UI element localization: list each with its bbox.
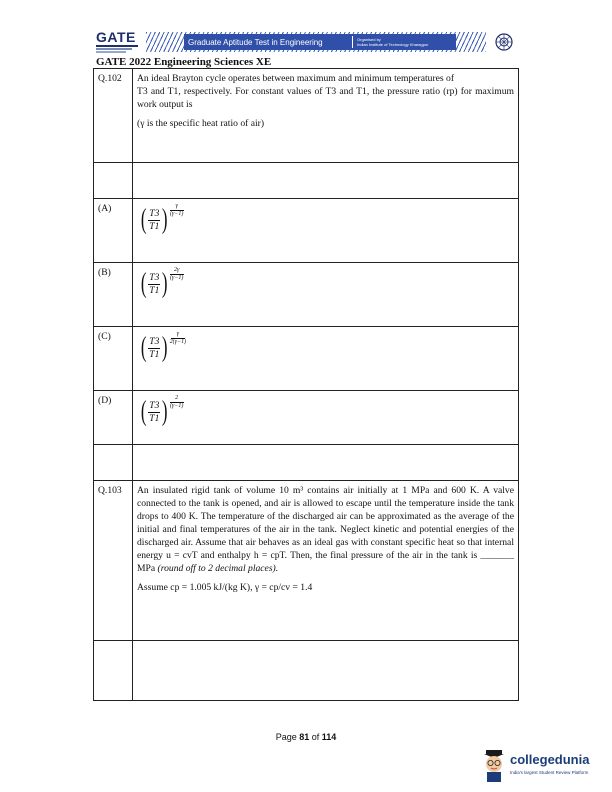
option-row — [94, 327, 519, 391]
option-label: (B) — [94, 263, 133, 327]
banner-title-box — [184, 34, 456, 50]
table-row — [94, 445, 519, 481]
question-text: An insulated rigid tank of volume 10 m³ contains air initially at 1 MPa and 600 K. A valve connected to the tank is opened, and air is allowed to escape until the temperature inside the tank drops to 400 K. The temperature of the discharged air can be approximated as the average of the initial and final temperatures of the air in the tank. Neglect kinetic and potential energies of the discharged air. Assume that air behaves as an ideal gas with constant specific heat so that internal energy u = cvT and enthalpy h = cpT. Then, the final pressure of the air in the tank is _______ MPa (round off to 2 decimal places). Assume cp = 1.005 kJ/(kg K), γ = cp/cv = 1.4 — [133, 481, 519, 641]
page-number: Page 81 of 114 — [275, 732, 337, 742]
option-formula: ( $\frac{T3}{T1}$ ) 2 (γ−1) — [140, 394, 184, 427]
gate-logo-text: GATE — [96, 29, 136, 45]
table-row — [94, 69, 519, 163]
page-title: GATE 2022 Engineering Sciences XE — [96, 56, 272, 68]
banner-title: Graduate Aptitude Test in Engineering — [188, 37, 323, 47]
question-number: Q.102 — [94, 69, 133, 163]
question-note: (γ is the specific heat ratio of air) — [137, 118, 265, 129]
option-formula: ( $\frac{T3}{T1}$ ) γ (γ−1) — [140, 202, 184, 235]
option-label: (D) — [94, 391, 133, 445]
table-row — [94, 481, 519, 641]
gate-logo — [96, 30, 146, 56]
header-banner — [96, 30, 516, 56]
organiser-text: Organised by Indian Institute of Technology Kharagpur — [357, 37, 429, 47]
option-row — [94, 391, 519, 445]
table-row — [94, 163, 519, 199]
mascot-icon — [480, 748, 508, 784]
brand-tagline: India's largest Student Review Platform — [510, 770, 589, 775]
option-formula: ( $\frac{T3}{T1}$ ) 2γ (γ−1) — [140, 266, 184, 299]
option-row — [94, 263, 519, 327]
option-label: (C) — [94, 327, 133, 391]
question-text: An ideal Brayton cycle operates between maximum and minimum temperatures of T3 and T1, respectively. For constant values of T3 and T1, the pressure ratio (rp) for maximum work output is (γ is the specific heat ratio of air) — [133, 69, 519, 163]
question-assumption: Assume cp = 1.005 kJ/(kg K), γ = cp/cv = 1.4 — [137, 582, 313, 593]
option-row — [94, 199, 519, 263]
option-label: (A) — [94, 199, 133, 263]
question-number: Q.103 — [94, 481, 133, 641]
collegedunia-logo — [480, 748, 600, 784]
option-formula: ( $\frac{T3}{T1}$ ) γ 2(γ−1) — [140, 330, 187, 363]
brand-name: collegedunia — [510, 752, 590, 767]
question-table — [93, 68, 519, 701]
iit-emblem-icon — [494, 32, 514, 52]
table-row — [94, 641, 519, 701]
